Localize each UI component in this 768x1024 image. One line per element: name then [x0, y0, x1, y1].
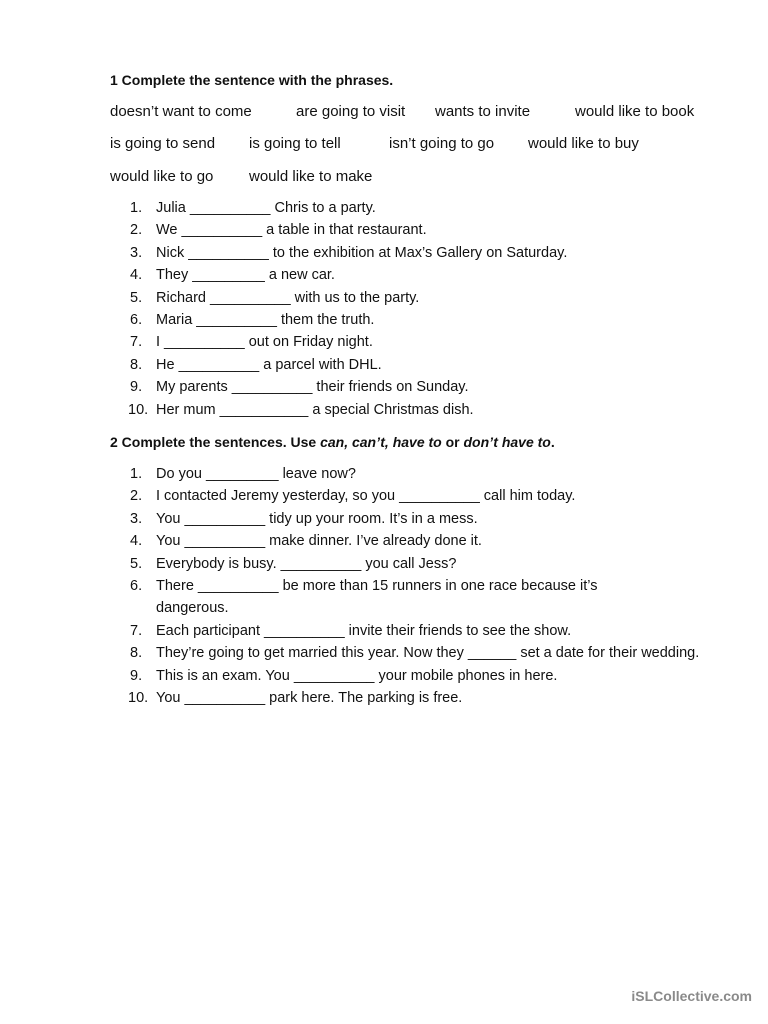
list-item	[110, 331, 730, 353]
item-text: Maria __________ them the truth.	[156, 312, 375, 329]
item-text: This is an exam. You __________ your mobile phones in here.	[156, 667, 558, 684]
item-number: 2.	[130, 222, 143, 239]
list-item	[110, 287, 730, 309]
phrase-would-like-to-go: would like to go	[110, 168, 214, 185]
item-text: I __________ out on Friday night.	[156, 334, 373, 351]
item-text: Julia __________ Chris to a party.	[156, 200, 376, 216]
list-item	[110, 399, 730, 421]
item-number: 8.	[130, 645, 143, 662]
list-item	[110, 219, 730, 241]
list-item	[110, 575, 654, 620]
list-item	[110, 642, 716, 664]
item-number: 1.	[130, 200, 143, 216]
item-text: There __________ be more than 15 runners in one race because it’s dangerous.	[156, 578, 598, 617]
item-number: 7.	[130, 622, 143, 639]
section-2-title-prefix: 2 Complete the sentences. Use	[110, 434, 321, 450]
item-number: 5.	[130, 289, 143, 306]
item-number: 10.	[128, 401, 149, 418]
phrase-would-like-to-buy: would like to buy	[528, 135, 639, 152]
item-text: Everybody is busy. __________ you call Jess?	[156, 555, 457, 572]
item-number: 2.	[130, 488, 143, 505]
section-2-title-modals: can, can’t, have to	[320, 434, 442, 450]
item-text: You __________ make dinner. I’ve already done it.	[156, 533, 482, 550]
section-1-list	[110, 197, 730, 421]
item-number: 9.	[130, 667, 143, 684]
item-number: 10.	[128, 690, 149, 707]
section-2-title-last: don’t have to	[463, 434, 551, 450]
item-number: 4.	[130, 533, 143, 550]
section-2-title-end: .	[550, 434, 555, 450]
phrase-is-going-to-send: is going to send	[110, 135, 216, 152]
item-text: They _________ a new car.	[156, 267, 335, 284]
phrase-is-going-to-tell: is going to tell	[249, 135, 341, 152]
islcollective-watermark: iSLCollective.com	[631, 988, 752, 1004]
list-item	[110, 485, 730, 507]
item-number: 3.	[130, 244, 143, 261]
phrase-would-like-to-book: would like to book	[575, 103, 695, 120]
section-2-list	[110, 463, 730, 709]
item-text: You __________ tidy up your room. It’s in a mess.	[156, 510, 478, 527]
item-number: 6.	[130, 312, 143, 329]
item-text: Richard __________ with us to the party.	[156, 289, 420, 306]
section-1-title: 1 Complete the sentence with the phrases.	[110, 72, 394, 88]
item-text: Do you _________ leave now?	[156, 466, 356, 482]
section-2-title	[110, 434, 555, 450]
item-number: 3.	[130, 510, 143, 527]
item-text: Nick __________ to the exhibition at Max’s Gallery on Saturday.	[156, 244, 568, 261]
phrase-doesnt-want-to-come: doesn’t want to come	[110, 103, 252, 120]
phrase-are-going-to-visit: are going to visit	[296, 103, 406, 120]
item-number: 5.	[130, 555, 143, 572]
item-text: I contacted Jeremy yesterday, so you __________ call him today.	[156, 488, 576, 505]
item-text: We __________ a table in that restaurant.	[156, 222, 427, 239]
list-item	[110, 197, 730, 219]
item-text: He __________ a parcel with DHL.	[156, 356, 382, 373]
item-number: 9.	[130, 379, 143, 396]
item-text: Each participant __________ invite their friends to see the show.	[156, 622, 572, 639]
phrase-isnt-going-to-go: isn’t going to go	[389, 135, 495, 152]
phrase-would-like-to-make: would like to make	[249, 168, 373, 185]
item-text: They’re going to get married this year. Now they ______ set a date for their wedding.	[156, 645, 700, 662]
section-2-title-or: or	[441, 434, 464, 450]
list-item	[110, 376, 730, 398]
item-number: 6.	[130, 578, 143, 595]
item-number: 4.	[130, 267, 143, 284]
list-item	[110, 508, 730, 530]
item-number: 8.	[130, 356, 143, 373]
list-item	[110, 242, 730, 264]
list-item	[110, 620, 730, 642]
item-number: 7.	[130, 334, 143, 351]
item-text: My parents __________ their friends on Sunday.	[156, 379, 469, 396]
list-item	[110, 463, 730, 485]
item-text: Her mum ___________ a special Christmas dish.	[156, 401, 474, 418]
phrase-wants-to-invite: wants to invite	[435, 103, 531, 120]
list-item	[110, 665, 730, 687]
list-item	[110, 264, 730, 286]
list-item	[110, 553, 730, 575]
item-text: You __________ park here. The parking is free.	[156, 690, 463, 707]
list-item	[110, 687, 730, 709]
list-item	[110, 354, 730, 376]
list-item	[110, 309, 730, 331]
list-item	[110, 530, 730, 552]
item-number: 1.	[130, 466, 143, 482]
